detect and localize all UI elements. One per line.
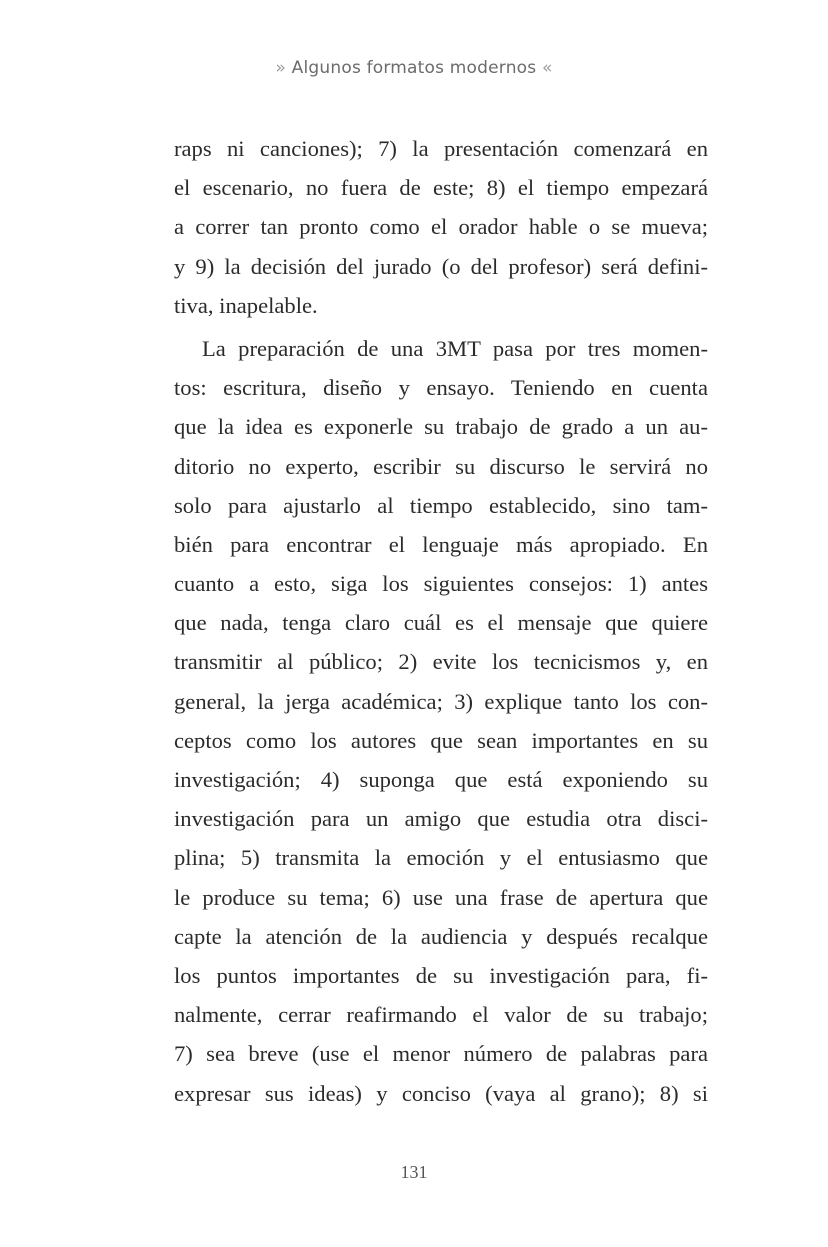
text-line: los puntos importantes de su investigación para, fi- — [174, 962, 708, 988]
text-line: solo para ajustarlo al tiempo establecido, sino tam- — [174, 492, 708, 518]
text-line: tos: escritura, diseño y ensayo. Teniendo en cuenta — [174, 375, 708, 401]
text-line: nalmente, cerrar reafirmando el valor de su trabajo; — [174, 1002, 708, 1028]
text-line: a correr tan pronto como el orador hable o se mueva; — [174, 214, 708, 240]
text-line: plina; 5) transmita la emoción y el entusiasmo que — [174, 845, 708, 871]
text-line: el escenario, no fuera de este; 8) el tiempo empezará — [174, 175, 708, 201]
text-line: que nada, tenga claro cuál es el mensaje que quiere — [174, 610, 708, 636]
header-left-mark: » — [275, 58, 287, 78]
text-line: ceptos como los autores que sean importantes en su — [174, 727, 708, 753]
text-line: investigación; 4) suponga que está exponiendo su — [174, 767, 708, 792]
text-line: que la idea es exponerle su trabajo de grado a un au- — [174, 414, 708, 440]
paragraph-1 — [174, 129, 708, 325]
page-number: 131 — [400, 1162, 428, 1182]
text-line: La preparación de una 3MT pasa por tres momen- — [202, 335, 708, 361]
paragraph-2 — [174, 329, 708, 1113]
text-line: expresar sus ideas) y conciso (vaya al grano); 8) si — [174, 1080, 708, 1106]
text-line: cuanto a esto, siga los siguientes consejos: 1) antes — [174, 571, 708, 597]
text-line: tiva, inapelable. — [174, 292, 318, 318]
text-line: capte la atención de la audiencia y después recalque — [174, 923, 708, 949]
text-line: raps ni canciones); 7) la presentación comenzará en — [174, 136, 708, 161]
text-line: bién para encontrar el lenguaje más apropiado. En — [174, 531, 708, 557]
body-text — [174, 129, 708, 1113]
text-line: le produce su tema; 6) use una frase de apertura que — [174, 884, 708, 910]
text-line: general, la jerga académica; 3) explique tanto los con- — [174, 688, 708, 714]
text-line: y 9) la decisión del jurado (o del profesor) será defini- — [174, 253, 708, 279]
header-right-mark: « — [541, 58, 553, 78]
running-header — [0, 58, 828, 78]
text-line: ditorio no experto, escribir su discurso le servirá no — [174, 453, 708, 479]
header-title: Algunos formatos modernos — [291, 58, 537, 78]
text-line: investigación para un amigo que estudia otra disci- — [174, 806, 708, 832]
text-line: transmitir al público; 2) evite los tecnicismos y, en — [174, 649, 708, 675]
text-line: 7) sea breve (use el menor número de palabras para — [174, 1041, 708, 1067]
